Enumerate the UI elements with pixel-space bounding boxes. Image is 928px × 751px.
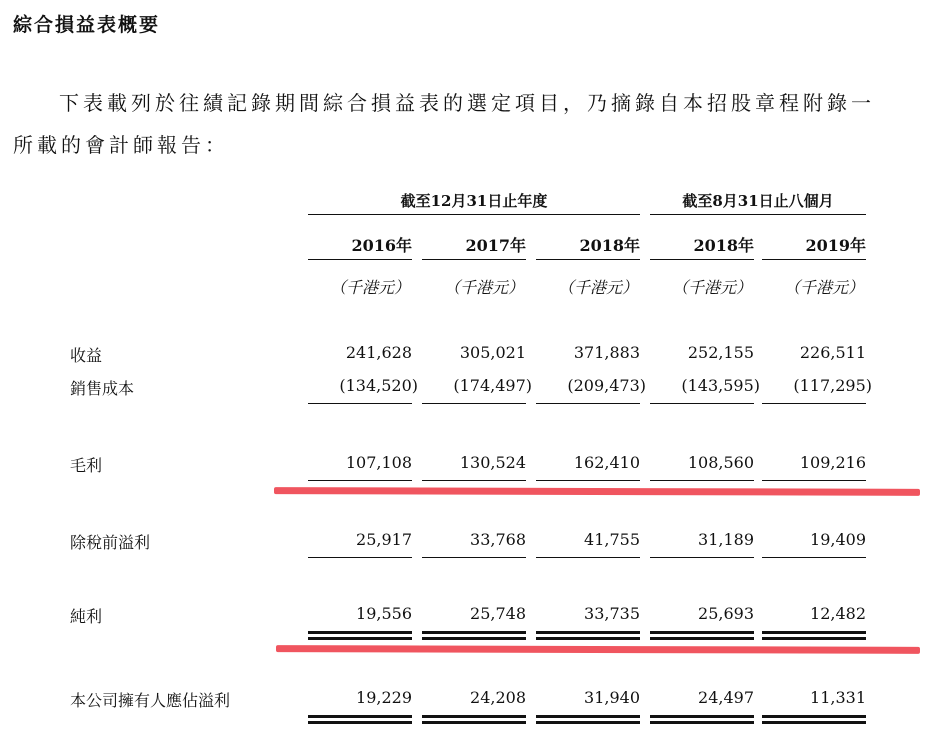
table-cell: 371,883 (573, 343, 640, 362)
table-cell: (143,595) (681, 376, 760, 395)
column-year: 2018年 (693, 236, 754, 255)
highlight-stroke (274, 487, 920, 496)
single-underline (650, 557, 754, 558)
table-cell: 305,021 (459, 343, 526, 362)
row-label: 毛利 (70, 456, 103, 475)
table-cell: 12,482 (810, 604, 866, 623)
column-unit: （千港元） (557, 278, 638, 297)
single-underline (650, 403, 754, 404)
intro-paragraph: 下表載列於往績記錄期間綜合損益表的選定項目，乃摘錄自本招股章程附錄一所載的會計師報告： (13, 91, 875, 157)
table-cell: (117,295) (793, 376, 872, 395)
table-cell: 31,940 (584, 688, 640, 707)
column-unit: （千港元） (329, 278, 410, 297)
column-year: 2017年 (465, 236, 526, 255)
double-underline (308, 631, 412, 640)
table-cell: 24,208 (470, 688, 526, 707)
table-cell: 130,524 (459, 453, 526, 472)
double-underline (422, 631, 526, 640)
table-cell: 25,917 (356, 530, 412, 549)
table-cell: 33,735 (584, 604, 640, 623)
single-underline (762, 403, 866, 404)
single-underline (422, 480, 526, 481)
table-cell: (174,497) (453, 376, 532, 395)
single-underline (308, 557, 412, 558)
table-cell: 107,108 (345, 453, 412, 472)
year-rule (308, 259, 412, 260)
single-underline (536, 480, 640, 481)
table-cell: 41,755 (584, 530, 640, 549)
column-year: 2019年 (805, 236, 866, 255)
single-underline (308, 403, 412, 404)
column-unit: （千港元） (783, 278, 864, 297)
double-underline (762, 715, 866, 724)
row-label: 銷售成本 (70, 379, 135, 398)
table-cell: 19,409 (810, 530, 866, 549)
table-cell: 19,556 (356, 604, 412, 623)
table-cell: 25,693 (698, 604, 754, 623)
column-year: 2016年 (351, 236, 412, 255)
section-heading: 綜合損益表概要 (13, 14, 161, 36)
single-underline (422, 403, 526, 404)
column-group-header: 截至8月31日止八個月 (682, 192, 834, 210)
year-rule (650, 259, 754, 260)
table-cell: 25,748 (470, 604, 526, 623)
table-cell: 33,768 (470, 530, 526, 549)
table-cell: 109,216 (799, 453, 866, 472)
single-underline (650, 480, 754, 481)
double-underline (308, 715, 412, 724)
table-cell: (209,473) (567, 376, 646, 395)
table-cell: (134,520) (339, 376, 418, 395)
single-underline (536, 557, 640, 558)
double-underline (536, 631, 640, 640)
group-rule (650, 214, 866, 215)
highlight-stroke (276, 645, 920, 654)
column-year: 2018年 (579, 236, 640, 255)
table-cell: 19,229 (356, 688, 412, 707)
double-underline (762, 631, 866, 640)
double-underline (650, 715, 754, 724)
column-unit: （千港元） (443, 278, 524, 297)
single-underline (762, 557, 866, 558)
column-group-header: 截至12月31日止年度 (400, 192, 548, 210)
double-underline (422, 715, 526, 724)
single-underline (308, 480, 412, 481)
group-rule (308, 214, 640, 215)
table-cell: 24,497 (698, 688, 754, 707)
year-rule (536, 259, 640, 260)
single-underline (762, 480, 866, 481)
double-underline (650, 631, 754, 640)
table-cell: 162,410 (573, 453, 640, 472)
table-cell: 226,511 (799, 343, 866, 362)
row-label: 除稅前溢利 (70, 533, 151, 552)
year-rule (422, 259, 526, 260)
column-unit: （千港元） (671, 278, 752, 297)
row-label: 本公司擁有人應佔溢利 (70, 691, 231, 710)
table-cell: 252,155 (687, 343, 754, 362)
double-underline (536, 715, 640, 724)
table-cell: 11,331 (810, 688, 866, 707)
row-label: 收益 (70, 346, 103, 365)
table-cell: 31,189 (698, 530, 754, 549)
single-underline (422, 557, 526, 558)
row-label: 純利 (70, 607, 103, 626)
single-underline (536, 403, 640, 404)
table-cell: 241,628 (345, 343, 412, 362)
table-cell: 108,560 (687, 453, 754, 472)
year-rule (762, 259, 866, 260)
